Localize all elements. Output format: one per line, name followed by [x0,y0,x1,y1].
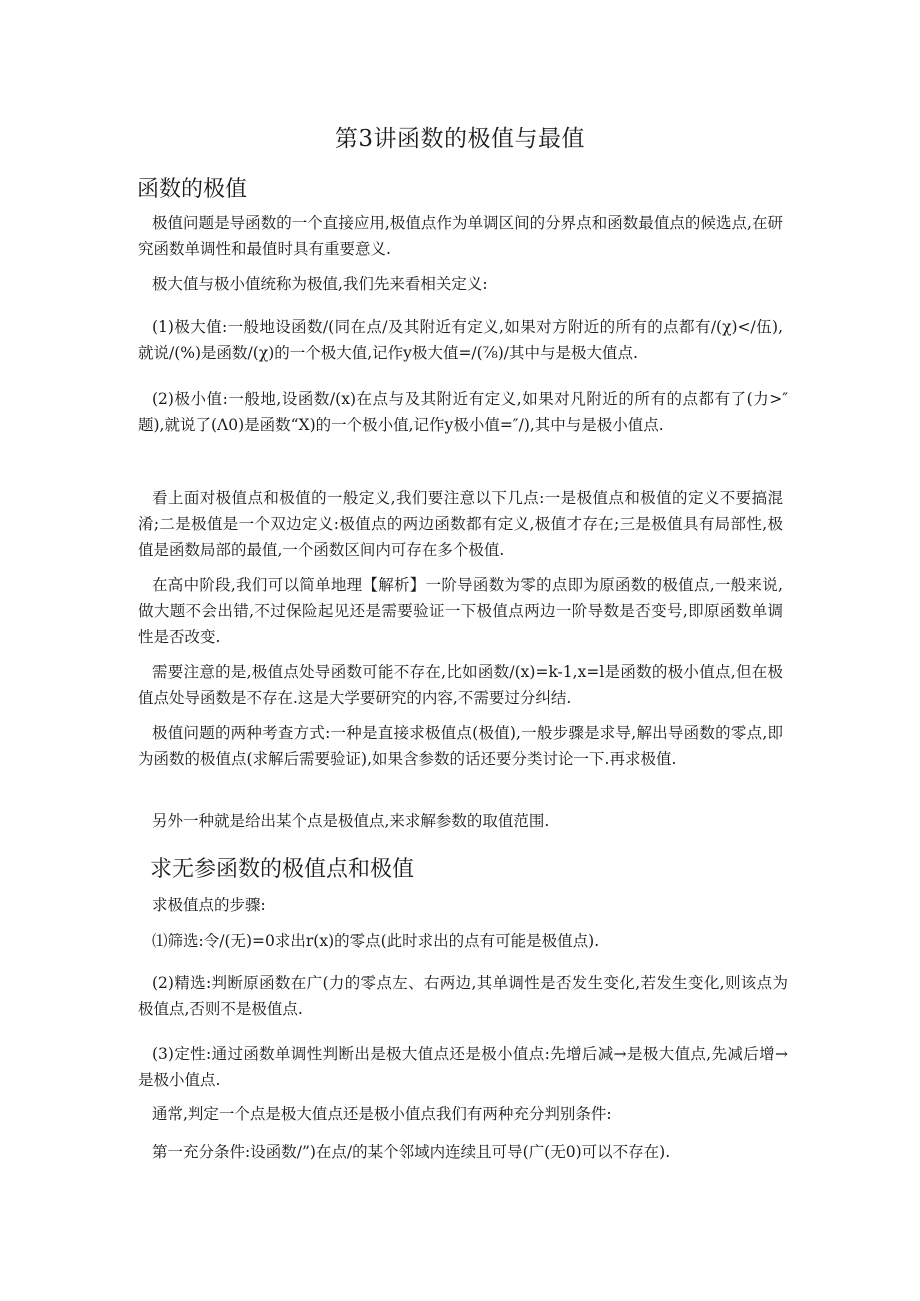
paragraph: 极值问题是导函数的一个直接应用,极值点作为单调区间的分界点和函数最值点的候选点,在研究函数单调性和最值时具有重要意义. [138,214,783,258]
paragraph: 需要注意的是,极值点处导函数可能不存在,比如函数/(x)=k-1,x=l是函数的极小值点,但在极值点处导函数是不存在.这是大学要研究的内容,不需要过分纠结. [138,663,783,707]
paragraph: 通常,判定一个点是极大值点还是极小值点我们有两种充分判别条件: [152,1105,612,1123]
paragraph: 另外一种就是给出某个点是极值点,来求解参数的取值范围. [152,812,550,830]
section-heading-no-param: 求无参函数的极值点和极值 [150,857,415,882]
section-heading-extrema: 函数的极值 [137,177,248,202]
paragraph: 求极值点的步骤: [152,896,266,914]
paragraph: 极大值与极小值统称为极值,我们先来看相关定义: [152,275,488,293]
paragraph: 看上面对极值点和极值的一般定义,我们要注意以下几点:一是极值点和极值的定义不要搞混淆;二是极值是一个双边定义:极值点的两边函数都有定义,极值才存在;三是极值具有局部性,极值是函数局部的最值,一个函数区间内可存在多个极值. [138,489,783,559]
paragraph: 极值问题的两种考查方式:一种是直接求极值点(极值),一般步骤是求导,解出导函数的零点,即为函数的极值点(求解后需要验证),如果含参数的话还要分类讨论一下.再求极值. [138,724,783,768]
paragraph: 在高中阶段,我们可以简单地理【解析】一阶导函数为零的点即为原函数的极值点,一般来说,做大题不会出错,不过保险起见还是需要验证一下极值点两边一阶导数是否变号,即原函数单调性是否改变. [138,576,783,646]
step-3: (3)定性:通过函数单调性判断出是极大值点还是极小值点:先增后减→是极大值点,先减后增→是极小值点. [138,1045,788,1089]
step-2: (2)精选:判断原函数在广(力的零点左、右两边,其单调性是否发生变化,若发生变化,则该点为极值点,否则不是极值点. [138,974,788,1018]
definition-maximum: (1)极大值:一般地设函数/(同在点/及其附近有定义,如果对方附近的所有的点都有/(χ)</伍),就说/(%)是函数/(χ)的一个极大值,记作y极大值=/(⅞)/其中与是极大值点. [138,318,783,362]
paragraph: 第一充分条件:设函数/”)在点/的某个邻域内连续且可导(广(无0)可以不存在). [152,1143,671,1161]
page-title: 第3讲函数的极值与最值 [334,126,586,152]
step-1: ⑴筛选:令/(无)=0求出r(x)的零点(此时求出的点有可能是极值点). [152,932,600,950]
definition-minimum: (2)极小值:一般地,设函数/(x)在点与及其附近有定义,如果对凡附近的所有的点都有了(力>″题),就说了(Λ0)是函数“X)的一个极小值,记作y极小值=″/),其中与是极小值点. [138,390,788,434]
